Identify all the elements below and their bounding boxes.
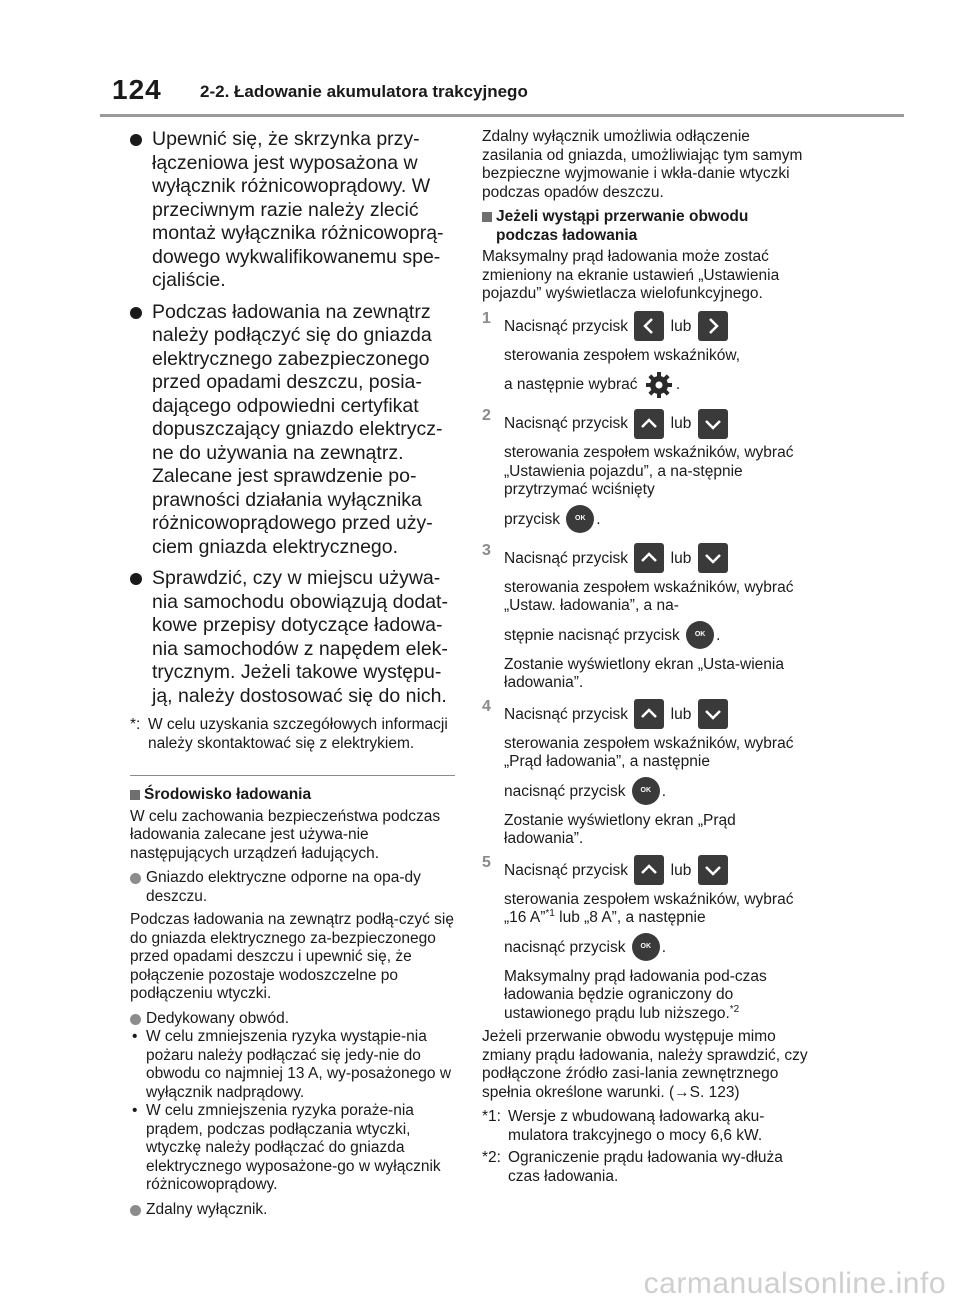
footnote-text: Wersje z wbudowaną ładowarką aku-mulatora trakcyjnego o mocy 6,6 kW. xyxy=(508,1108,765,1144)
bullet-dot-icon xyxy=(130,134,142,146)
step-result-text: Zostanie wyświetlony ekran „Prąd ładowania”. xyxy=(504,811,736,847)
or-text: lub xyxy=(670,415,692,432)
bullet-dot-icon xyxy=(130,573,142,585)
step-text: Nacisnąć przycisk xyxy=(504,861,629,879)
arrow-down-icon xyxy=(698,699,728,729)
arrow-up-icon xyxy=(634,409,664,439)
step-3 xyxy=(482,542,812,693)
or-text: lub xyxy=(670,549,692,567)
section-title: Środowisko ładowania xyxy=(144,786,312,803)
paragraph: Podczas ładowania na zewnątrz podłą-czyć się do gniazda elektrycznego za-bezpieczonego przed opadami deszczu i upewnić się, że połączenie pozostaje wodoszczelne po podłączeniu wtyczki. xyxy=(130,911,454,1002)
section-title: Jeżeli wystąpi przerwanie obwodu podczas ładowania xyxy=(496,208,749,244)
or-text: lub xyxy=(670,861,692,879)
footnote-mark: *: xyxy=(130,716,141,733)
step-line xyxy=(504,891,812,928)
step-line xyxy=(504,854,812,888)
step-line xyxy=(504,542,812,576)
section-heading xyxy=(482,208,812,245)
watermark: carmanualsonline.info xyxy=(643,1267,946,1300)
footnote-mark: *2: xyxy=(482,1149,501,1166)
bullet-text: Sprawdzić, czy w miejscu używa-nia samochodu obowiązują dodat-kowe przepisy dotyczące ładowa-nia samochodów z napędem elek-trycznym. Jeżeli takowe występu-ją, należy dostosować się do nich. xyxy=(152,567,448,707)
ok-button-icon: OK xyxy=(686,621,714,649)
dash-bullet-item xyxy=(130,1028,455,1102)
step-result-text xyxy=(504,968,812,1024)
section-heading xyxy=(130,786,455,805)
step-text: sterowania zespołem wskaźników, xyxy=(504,346,741,364)
step-text: Nacisnąć przycisk xyxy=(504,317,629,335)
step-text: Nacisnąć przycisk xyxy=(504,549,629,567)
step-line xyxy=(504,931,812,965)
dash-bullet-item xyxy=(130,1102,455,1195)
arrow-left-icon xyxy=(634,311,664,341)
footnote-mark: *1: xyxy=(482,1108,501,1125)
square-bullet-icon xyxy=(482,212,492,222)
footnote xyxy=(130,716,455,753)
step-line xyxy=(504,775,812,809)
bullet-item xyxy=(130,128,455,293)
paragraph: W celu zachowania bezpieczeństwa podczas ładowania zalecane jest używa-nie następujących urządzeń ładujących. xyxy=(130,807,441,862)
step-number: 1 xyxy=(482,309,491,327)
step-text: sterowania zespołem wskaźników, wybrać „Ustawienia pojazdu”, a na-stępnie przytrzymać wciśnięty xyxy=(504,444,794,498)
footnote xyxy=(482,1149,812,1186)
page-number: 124 xyxy=(112,74,162,105)
bullet-text: Upewnić się, że skrzynka przy-łączeniowa jest wyposażona w wyłącznik różnicowoprądowy. W przeciwnym razie należy zlecić montaż wyłącznika różnicowoprą-dowego wykwalifikowanemu spe-cjaliście. xyxy=(152,128,444,291)
step-line xyxy=(504,368,812,402)
gray-dot-icon xyxy=(130,1205,141,1216)
step-number: 5 xyxy=(482,853,491,871)
square-bullet-icon xyxy=(130,790,140,800)
step-text: sterowania zespołem wskaźników, wybrać „16 A” xyxy=(504,890,794,926)
step-text: Nacisnąć przycisk xyxy=(504,415,629,432)
arrow-up-icon xyxy=(634,699,664,729)
section-divider xyxy=(130,775,455,776)
period: . xyxy=(661,782,667,800)
paragraph: Zdalny wyłącznik umożliwia odłączenie zasilania od gniazda, umożliwiając tym samym bezpieczne wyjmowanie i wkła-danie wtyczki podczas opadów deszczu. xyxy=(482,128,803,201)
step-text: Maksymalny prąd ładowania pod-czas ładowania będzie ograniczony do ustawionego prądu lub niższego. xyxy=(504,967,767,1022)
step-line xyxy=(504,698,812,732)
period: . xyxy=(675,376,681,393)
arrow-up-icon xyxy=(634,855,664,885)
step-text: nacisnąć przycisk xyxy=(504,782,626,800)
step-number: 2 xyxy=(482,407,491,424)
gray-dot-icon xyxy=(130,1014,141,1025)
footnote-ref: *1 xyxy=(545,907,555,919)
step-line xyxy=(504,310,812,344)
step-2 xyxy=(482,407,812,537)
gray-bullet-item xyxy=(130,1010,455,1029)
step-1 xyxy=(482,310,812,403)
right-column xyxy=(482,128,812,1186)
step-text: a następnie wybrać xyxy=(504,376,638,393)
step-text: lub „8 A”, a następnie xyxy=(559,909,706,926)
bullet-text: Podczas ładowania na zewnątrz należy podłączyć się do gniazda elektrycznego zabezpieczonego przed opadami deszczu, posia-dającego odpowiedni certyfikat dopuszczający gniazdo elektrycz-ne do używania na zewnątrz. Zalecane jest sprawdzenie po-prawności działania wyłącznika różnicowoprądowego przed uży-ciem gniazda elektrycznego. xyxy=(152,300,443,558)
or-text: lub xyxy=(670,705,692,723)
ok-button-icon: OK xyxy=(566,505,594,533)
footnote-text: Ograniczenie prądu ładowania wy-dłuża czas ładowania. xyxy=(508,1149,783,1185)
step-text: nacisnąć przycisk xyxy=(504,938,626,956)
step-text: Nacisnąć przycisk xyxy=(504,705,629,723)
gray-bullet-item xyxy=(130,1201,455,1220)
arrow-right-icon xyxy=(698,311,728,341)
step-text: przycisk xyxy=(504,510,560,528)
arrow-down-icon xyxy=(698,855,728,885)
bullet-item xyxy=(130,301,455,560)
footnote-text: W celu uzyskania szczegółowych informacji należy skontaktować się z elektrykiem. xyxy=(148,716,448,752)
ok-button-icon: OK xyxy=(632,933,660,961)
bullet-dot-icon xyxy=(130,307,142,319)
page-header xyxy=(0,0,960,120)
arrow-down-icon xyxy=(698,543,728,573)
step-text: sterowania zespołem wskaźników, wybrać „Prąd ładowania”, a następnie xyxy=(504,734,794,770)
left-column xyxy=(130,128,455,1224)
paragraph: Maksymalny prąd ładowania może zostać zmieniony na ekranie ustawień „Ustawienia pojazdu” wyświetlacza wielofunkcyjnego. xyxy=(482,248,780,302)
header-divider xyxy=(100,114,904,117)
footnote xyxy=(482,1108,812,1145)
bullet-text: Dedykowany obwód. xyxy=(146,1009,290,1027)
step-text: stępnie nacisnąć przycisk xyxy=(504,626,680,644)
period: . xyxy=(661,938,667,956)
bullet-text: W celu zmniejszenia ryzyka poraże-nia prądem, podczas podłączania wtyczki, wtyczkę należy podłączać do gniazda elektrycznego wyposażone-go w wyłącznik różnicowoprądowy. xyxy=(146,1102,441,1193)
period: . xyxy=(716,626,721,644)
bullet-text: Gniazdo elektryczne odporne na opa-dy deszczu. xyxy=(146,869,421,905)
paragraph: Jeżeli przerwanie obwodu występuje mimo zmiany prądu ładowania, należy sprawdzić, czy podłączone źródło zasi-lania zewnętrznego spełnia określone warunki. (→S. 123) xyxy=(482,1028,808,1101)
dash-bullet-mark: • xyxy=(132,1102,138,1119)
dash-bullet-mark: • xyxy=(132,1028,138,1045)
gray-bullet-item xyxy=(130,869,455,906)
bullet-item xyxy=(130,567,455,708)
or-text: lub xyxy=(670,317,692,335)
bullet-text: Zdalny wyłącznik. xyxy=(146,1200,268,1218)
step-line xyxy=(504,503,812,537)
period: . xyxy=(596,510,601,528)
arrow-down-icon xyxy=(698,409,728,439)
step-4 xyxy=(482,698,812,849)
step-line xyxy=(504,407,812,441)
step-5 xyxy=(482,854,812,1024)
step-text: sterowania zespołem wskaźników, wybrać „Ustaw. ładowania”, a na- xyxy=(504,578,794,614)
step-result-text: Zostanie wyświetlony ekran „Usta-wienia ładowania”. xyxy=(504,655,784,691)
step-line xyxy=(504,619,812,653)
arrow-up-icon xyxy=(634,543,664,573)
gear-icon xyxy=(644,370,674,400)
chapter-title: 2-2. Ładowanie akumulatora trakcyjnego xyxy=(200,82,528,101)
step-number: 3 xyxy=(482,541,491,559)
ok-button-icon: OK xyxy=(632,777,660,805)
footnote-ref: *2 xyxy=(729,1003,740,1015)
step-number: 4 xyxy=(482,697,491,715)
gray-dot-icon xyxy=(130,873,141,884)
bullet-text: W celu zmniejszenia ryzyka wystąpie-nia pożaru należy podłączać się jedy-nie do obwodu co najmniej 13 A, wy-posażonego w wyłącznik nadprądowy. xyxy=(146,1028,452,1101)
